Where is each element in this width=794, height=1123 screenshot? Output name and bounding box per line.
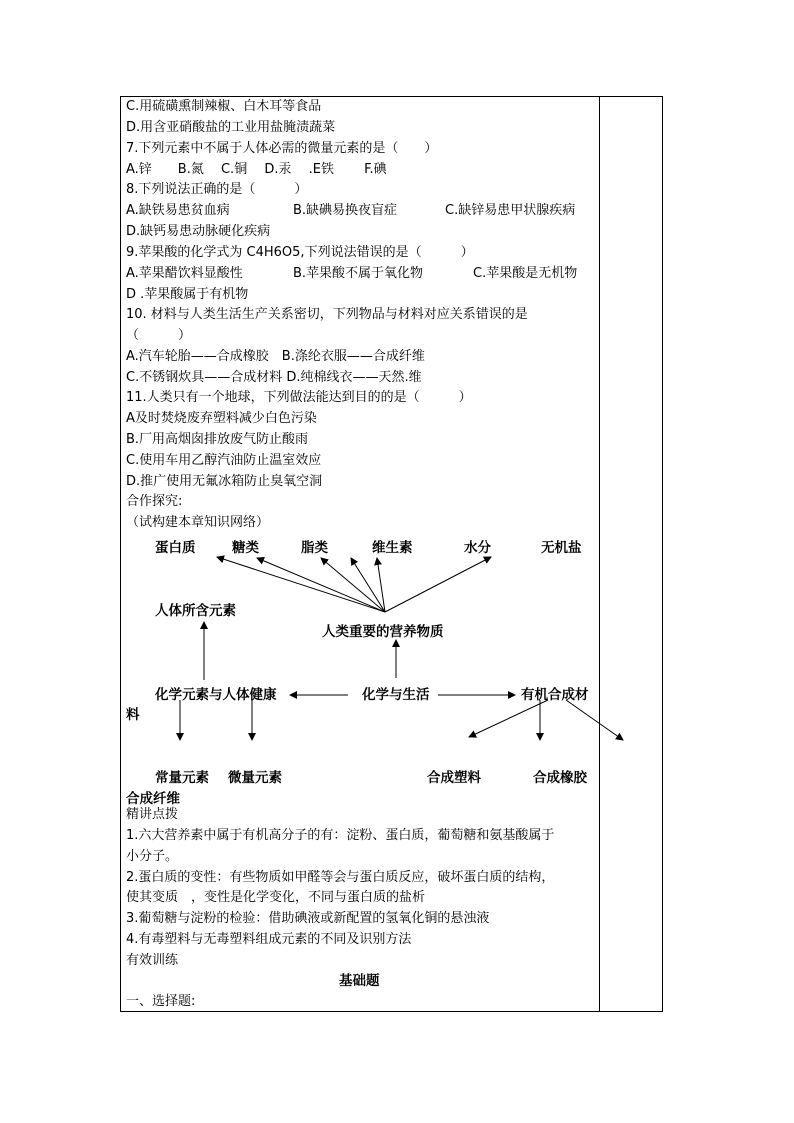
q11-option-c: C.使用车用乙醇汽油防止温室效应 <box>126 453 322 468</box>
q9-option-a: A.苹果醋饮料显酸性 <box>126 266 243 281</box>
node-chem-life: 化学与生活 <box>362 687 430 703</box>
node-organic-materials-wrap: 料 <box>126 707 140 723</box>
q9-option-b: B.苹果酸不属于氧化物 <box>293 266 424 281</box>
node-rubber: 合成橡胶 <box>533 770 587 786</box>
q10-options-cd: C.不锈钢炊具——合成材料 D.纯棉线衣——天然.维 <box>126 370 422 385</box>
key-point-2a: 2.蛋白质的变性：有些物质如甲醛等会与蛋白质反应，破坏蛋白质的结构， <box>126 870 555 885</box>
q9-option-d: D .苹果酸属于有机物 <box>126 287 249 302</box>
node-vitamin: 维生素 <box>372 540 413 556</box>
cooperation-subtitle: （试构建本章知识网络） <box>126 515 270 530</box>
node-protein: 蛋白质 <box>155 540 196 556</box>
q11-stem: 11.人类只有一个地球，下列做法能达到目的的是（ ） <box>126 390 472 405</box>
q10-options-ab: A.汽车轮胎——合成橡胶 B.涤纶衣服——合成纤维 <box>126 349 425 364</box>
q10-stem: 10. 材料与人类生活生产关系密切，下列物品与材料对应关系错误的是 <box>126 307 528 322</box>
basic-heading: 基础题 <box>339 973 380 989</box>
arrow-to-protein <box>217 557 385 612</box>
node-mineral-salt: 无机盐 <box>541 540 582 556</box>
q11-option-b: B.厂用高烟囱排放废气防止酸雨 <box>126 432 309 447</box>
section-choice-title: 一、选择题: <box>126 994 196 1009</box>
cooperation-title: 合作探究: <box>126 494 183 509</box>
key-point-1b: 小分子。 <box>126 849 179 864</box>
node-macro-elements: 常量元素 <box>155 770 209 786</box>
q6-option-d: D.用含亚硝酸盐的工业用盐腌渍蔬菜 <box>126 120 336 135</box>
node-elements-health: 化学元素与人体健康 <box>155 687 277 703</box>
q8-stem: 8.下列说法正确的是（ ） <box>126 182 308 197</box>
node-trace-elements: 微量元素 <box>228 770 282 786</box>
q10-blank: （ ） <box>126 328 192 343</box>
arrow-to-plastic <box>469 700 548 737</box>
node-plastic: 合成塑料 <box>427 770 481 786</box>
node-lipid: 脂类 <box>301 540 328 556</box>
q7-options: A.锌 B.氮 C.铜 D.汞 .E铁 F.碘 <box>126 162 387 177</box>
node-organic-materials: 有机合成材 <box>521 687 589 703</box>
arrow-to-water-a <box>377 558 385 612</box>
q6-option-c: C.用硫磺熏制辣椒、白木耳等食品 <box>126 99 322 114</box>
key-point-1a: 1.六大营养素中属于有机高分子的有：淀粉、蛋白质，葡萄糖和氨基酸属于 <box>126 828 555 843</box>
q9-option-c: C.苹果酸是无机物 <box>473 266 578 281</box>
q8-option-d: D.缺钙易患动脉硬化疾病 <box>126 224 271 239</box>
arrow-to-water-b <box>385 557 491 612</box>
q9-stem: 9.苹果酸的化学式为 C4H6O5,下列说法错误的是（ ） <box>126 245 474 260</box>
arrow-to-sugar <box>257 558 385 612</box>
training-title: 有效训练 <box>126 953 179 968</box>
key-points-title: 精讲点拨 <box>126 807 179 822</box>
q8-option-c: C.缺锌易患甲状腺疾病 <box>445 203 576 218</box>
q8-option-a: A.缺铁易患贫血病 <box>126 203 230 218</box>
node-fiber: 合成纤维 <box>126 791 180 807</box>
arrow-to-fiber <box>566 700 623 740</box>
q11-option-d: D.推广使用无氟冰箱防止臭氧空洞 <box>126 474 323 489</box>
key-point-4: 4.有毒塑料与无毒塑料组成元素的不同及识别方法 <box>126 932 412 947</box>
q11-option-a: A及时焚烧废弃塑料减少白色污染 <box>126 411 317 426</box>
node-nutrition-center: 人类重要的营养物质 <box>322 624 444 640</box>
q7-stem: 7.下列元素中不属于人体必需的微量元素的是（ ） <box>126 141 438 156</box>
node-water: 水分 <box>464 540 491 556</box>
key-point-2b: 使其变质 ，变性是化学变化，不同与蛋白质的盐析 <box>126 890 426 905</box>
arrow-to-lipid <box>321 558 385 612</box>
node-sugar: 糖类 <box>232 540 259 556</box>
key-point-3: 3.葡萄糖与淀粉的检验：借助碘液或新配置的氢氧化铜的悬浊液 <box>126 911 490 926</box>
node-body-elements: 人体所含元素 <box>155 603 236 619</box>
arrow-to-vitamin <box>351 558 385 612</box>
q8-option-b: B.缺碘易换夜盲症 <box>293 203 398 218</box>
